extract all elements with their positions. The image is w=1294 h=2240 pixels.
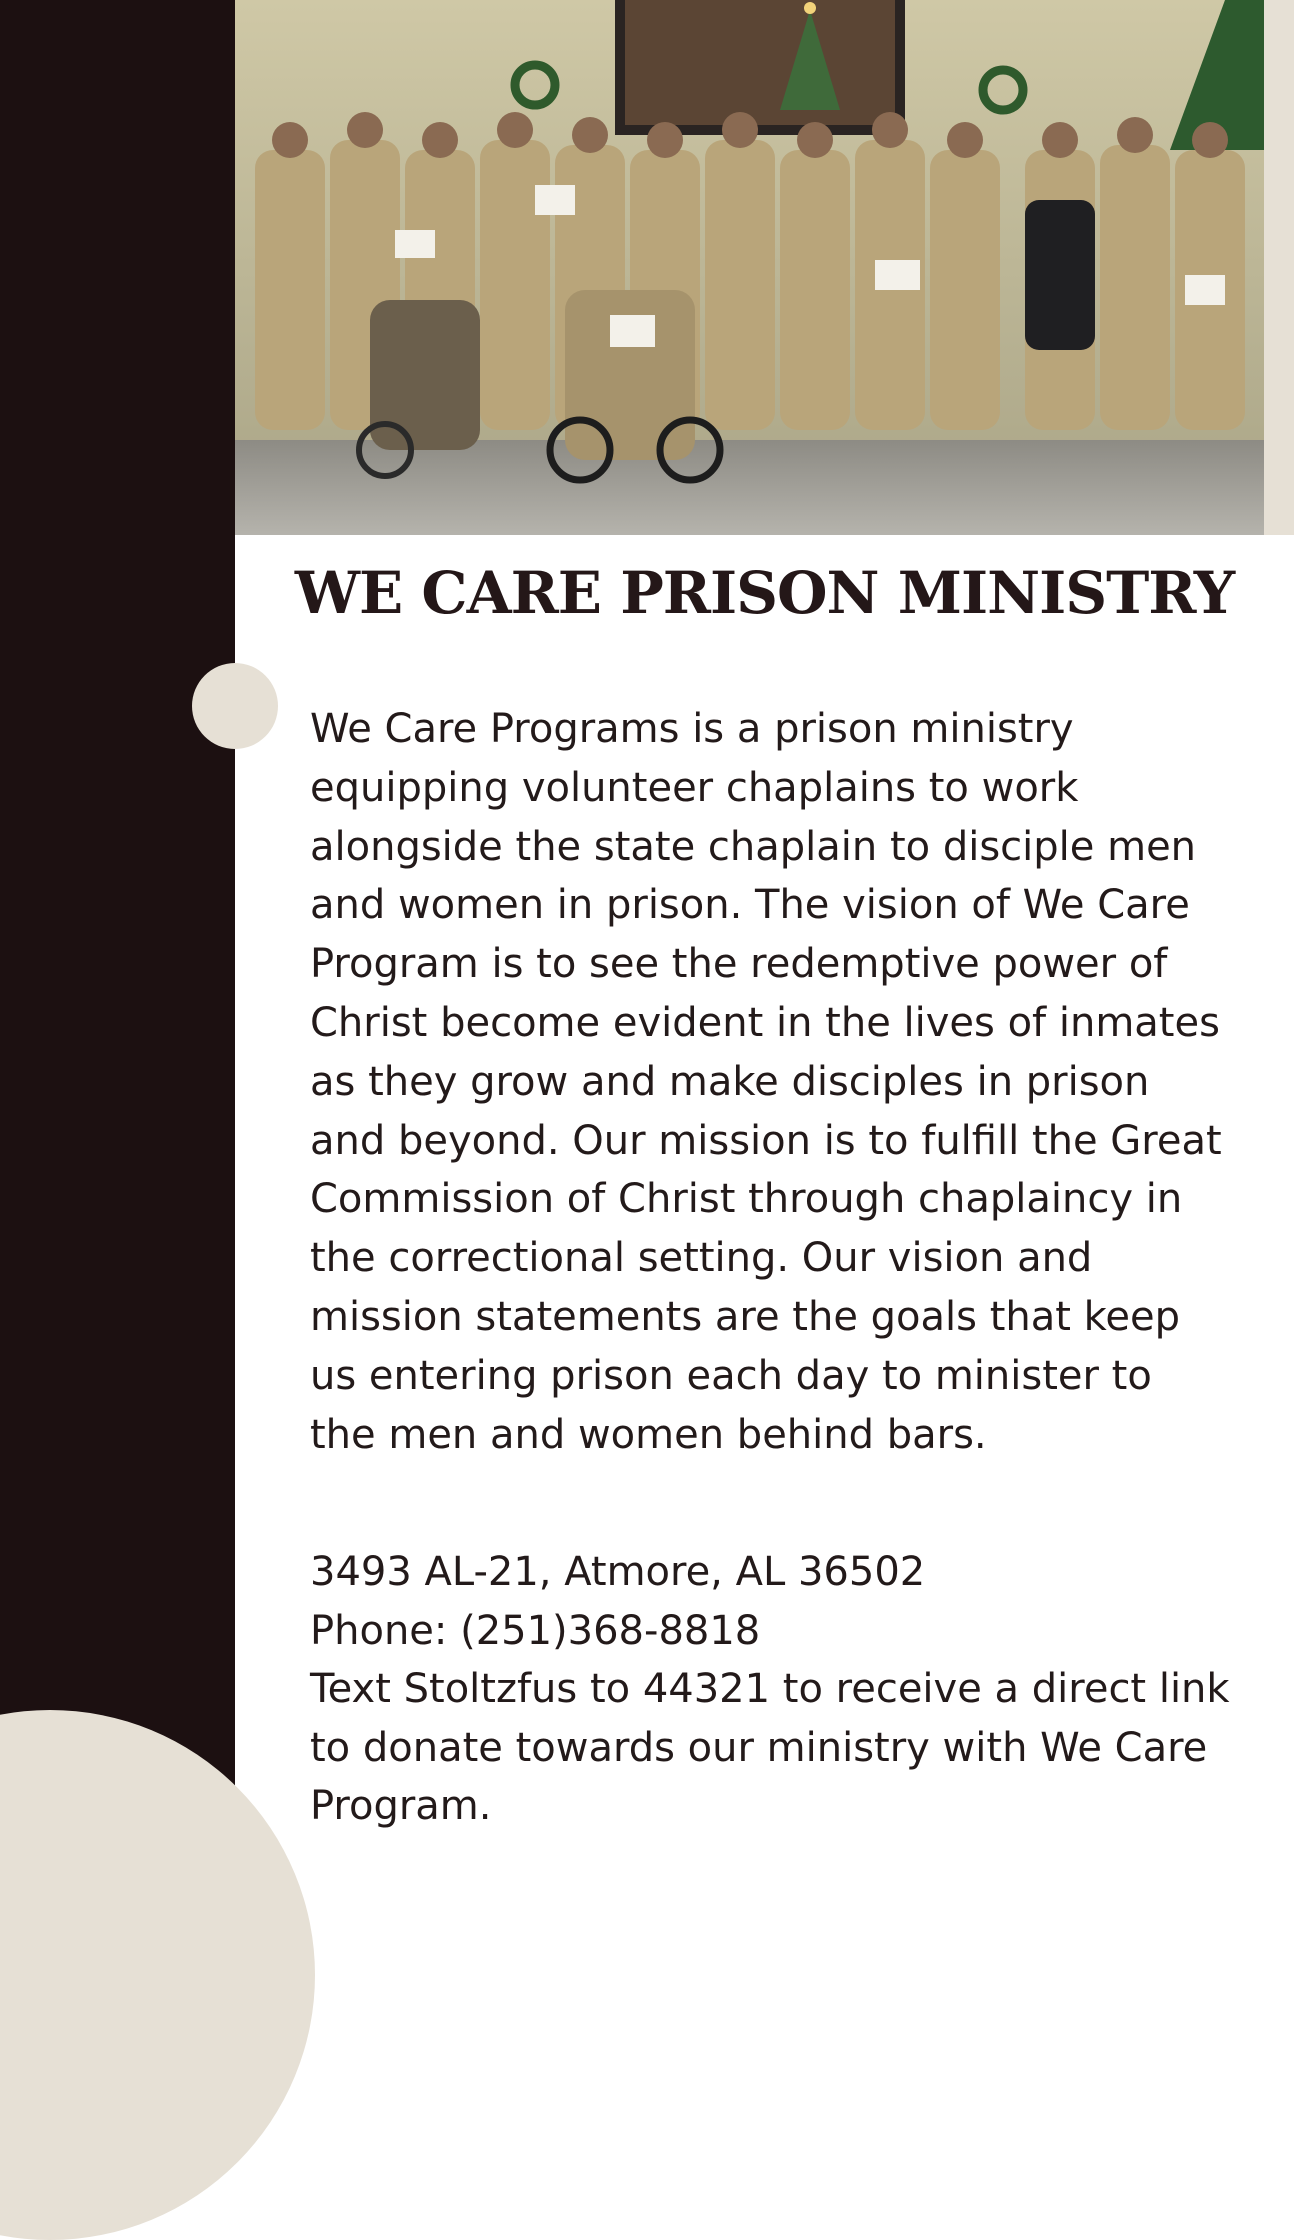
contact-block <box>310 1543 1230 1836</box>
group-photo <box>235 0 1264 535</box>
group-photo-image <box>235 0 1264 535</box>
decorative-circle-large <box>0 1710 315 2240</box>
donate-text: Text Stoltzfus to 44321 to receive a direct link to donate towards our ministry with We Care Program. <box>310 1666 1230 1829</box>
page-title: WE CARE PRISON MINISTRY <box>294 559 1235 627</box>
address-text: 3493 AL-21, Atmore, AL 36502 <box>310 1549 926 1595</box>
sidebar-band <box>0 0 235 2000</box>
photo-edge-strip <box>1264 0 1294 535</box>
ministry-description: We Care Programs is a prison ministry equipping volunteer chaplains to work alongside the state chaplain to disciple men and women in prison. The vision of We Care Program is to see the redemptive power of Christ become evident in the lives of inmates as they grow and make disciples in prison and beyond. Our mission is to fulfill the Great Commission of Christ through chaplaincy in the correctional setting. Our vision and mission statements are the goals that keep us entering prison each day to minister to the men and women behind bars. <box>310 706 1222 1458</box>
decorative-circle-small <box>192 663 278 749</box>
phone-text: Phone: (251)368-8818 <box>310 1607 761 1654</box>
